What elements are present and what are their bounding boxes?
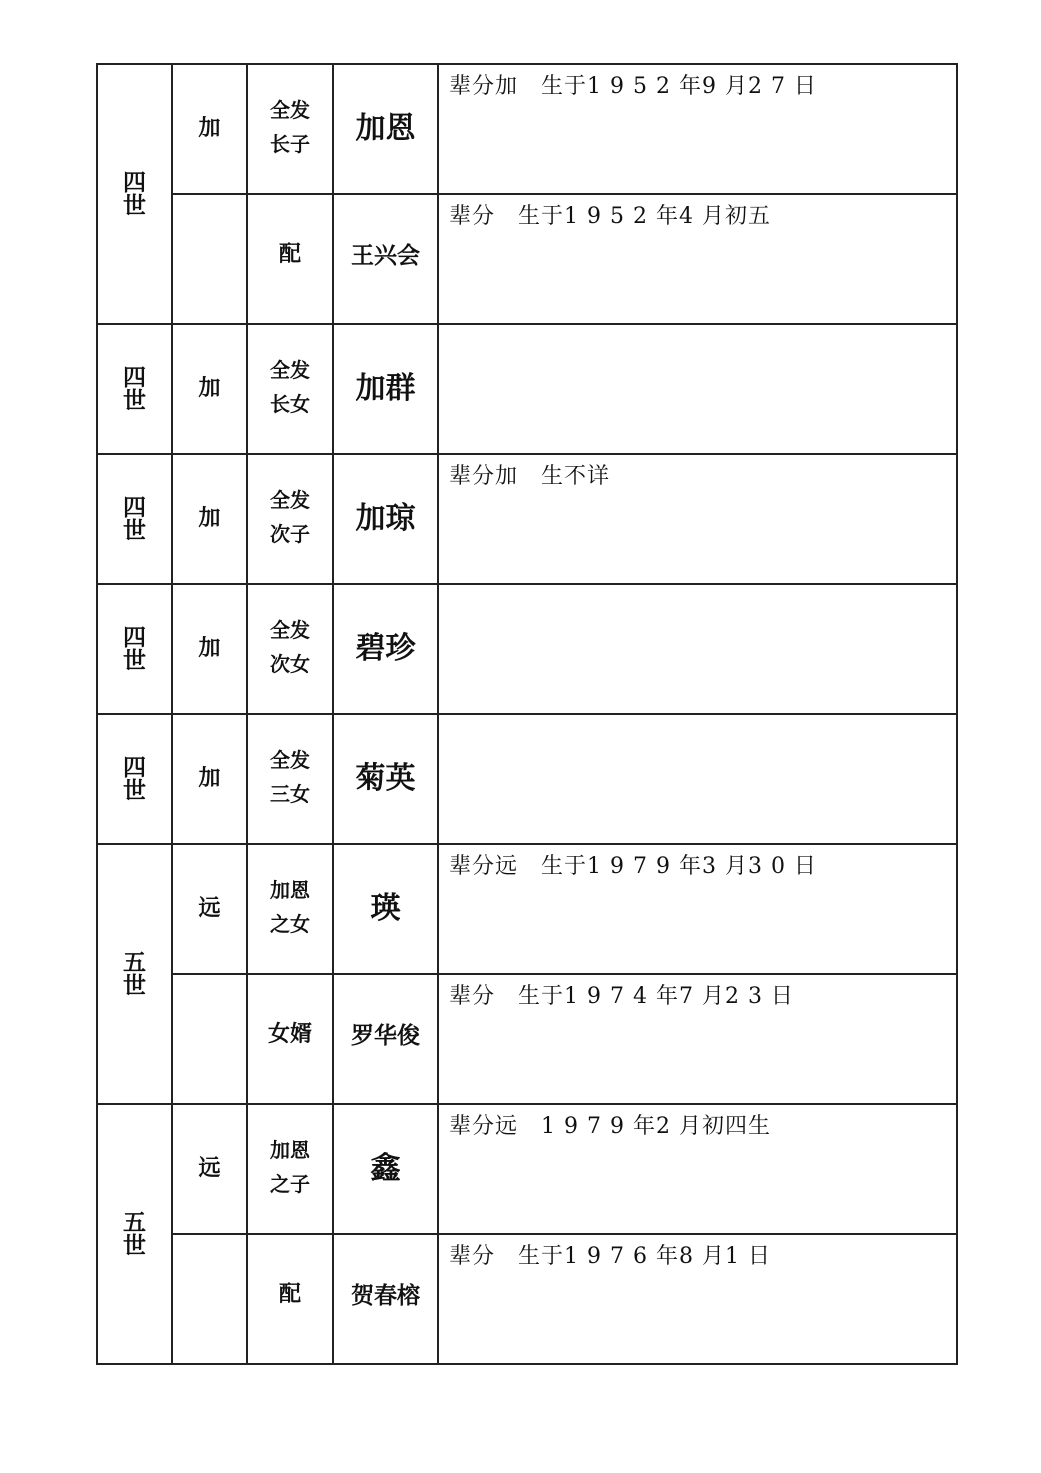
relation-cell: 女婿	[247, 974, 333, 1104]
beifen-cell	[172, 194, 247, 324]
member-name: 瑛	[333, 844, 438, 974]
relation-line-2: 次子	[270, 522, 310, 546]
relation-line-2: 长子	[270, 132, 310, 156]
relation-cell	[247, 714, 333, 844]
birth-note: 辈分加 生不详	[438, 454, 957, 584]
table-row	[97, 584, 957, 714]
relation-line-1: 加恩	[270, 1138, 310, 1162]
member-name: 加群	[333, 324, 438, 454]
relation-line-2: 之子	[270, 1172, 310, 1196]
birth-note: 辈分 生于1 9 7 4 年7 月2 3 日	[438, 974, 957, 1104]
relation-line-2: 次女	[270, 652, 310, 676]
table-row	[97, 1104, 957, 1234]
relation-cell	[247, 324, 333, 454]
relation-cell	[247, 844, 333, 974]
generation-cell: 五世	[97, 844, 172, 1104]
beifen-cell	[172, 1234, 247, 1364]
relation-line-2: 之女	[270, 912, 310, 936]
relation-cell	[247, 454, 333, 584]
generation-cell: 四世	[97, 64, 172, 324]
relation-cell	[247, 584, 333, 714]
birth-note: 辈分 生于1 9 5 2 年4 月初五	[438, 194, 957, 324]
table-row	[97, 454, 957, 584]
member-name: 加琼	[333, 454, 438, 584]
relation-line-2: 三女	[270, 782, 310, 806]
member-name: 碧珍	[333, 584, 438, 714]
genealogy-table	[96, 63, 958, 1365]
member-name: 加恩	[333, 64, 438, 194]
relation-line-1: 加恩	[270, 878, 310, 902]
relation-cell: 配	[247, 194, 333, 324]
table-row	[97, 194, 957, 324]
generation-cell: 四世	[97, 584, 172, 714]
relation-cell	[247, 64, 333, 194]
generation-cell: 四世	[97, 454, 172, 584]
generation-cell: 四世	[97, 714, 172, 844]
beifen-cell: 加	[172, 584, 247, 714]
birth-note	[438, 324, 957, 454]
birth-note: 辈分远 生于1 9 7 9 年3 月3 0 日	[438, 844, 957, 974]
table-row	[97, 1234, 957, 1364]
beifen-cell: 加	[172, 714, 247, 844]
generation-cell: 四世	[97, 324, 172, 454]
member-name: 王兴会	[333, 194, 438, 324]
genealogy-body	[97, 64, 957, 1364]
beifen-cell: 加	[172, 324, 247, 454]
relation-line-2: 长女	[270, 392, 310, 416]
beifen-cell: 加	[172, 64, 247, 194]
beifen-cell: 加	[172, 454, 247, 584]
member-name: 菊英	[333, 714, 438, 844]
relation-line-1: 全发	[270, 488, 310, 512]
generation-cell: 五世	[97, 1104, 172, 1364]
table-row	[97, 844, 957, 974]
birth-note: 辈分加 生于1 9 5 2 年9 月2 7 日	[438, 64, 957, 194]
beifen-cell	[172, 974, 247, 1104]
birth-note: 辈分 生于1 9 7 6 年8 月1 日	[438, 1234, 957, 1364]
member-name: 罗华俊	[333, 974, 438, 1104]
table-row	[97, 974, 957, 1104]
relation-cell: 配	[247, 1234, 333, 1364]
table-row	[97, 64, 957, 194]
beifen-cell: 远	[172, 844, 247, 974]
relation-line-1: 全发	[270, 748, 310, 772]
birth-note	[438, 584, 957, 714]
relation-cell	[247, 1104, 333, 1234]
table-row	[97, 714, 957, 844]
relation-line-1: 全发	[270, 618, 310, 642]
member-name: 鑫	[333, 1104, 438, 1234]
birth-note: 辈分远 1 9 7 9 年2 月初四生	[438, 1104, 957, 1234]
member-name: 贺春榕	[333, 1234, 438, 1364]
beifen-cell: 远	[172, 1104, 247, 1234]
table-row	[97, 324, 957, 454]
birth-note	[438, 714, 957, 844]
relation-line-1: 全发	[270, 358, 310, 382]
relation-line-1: 全发	[270, 98, 310, 122]
